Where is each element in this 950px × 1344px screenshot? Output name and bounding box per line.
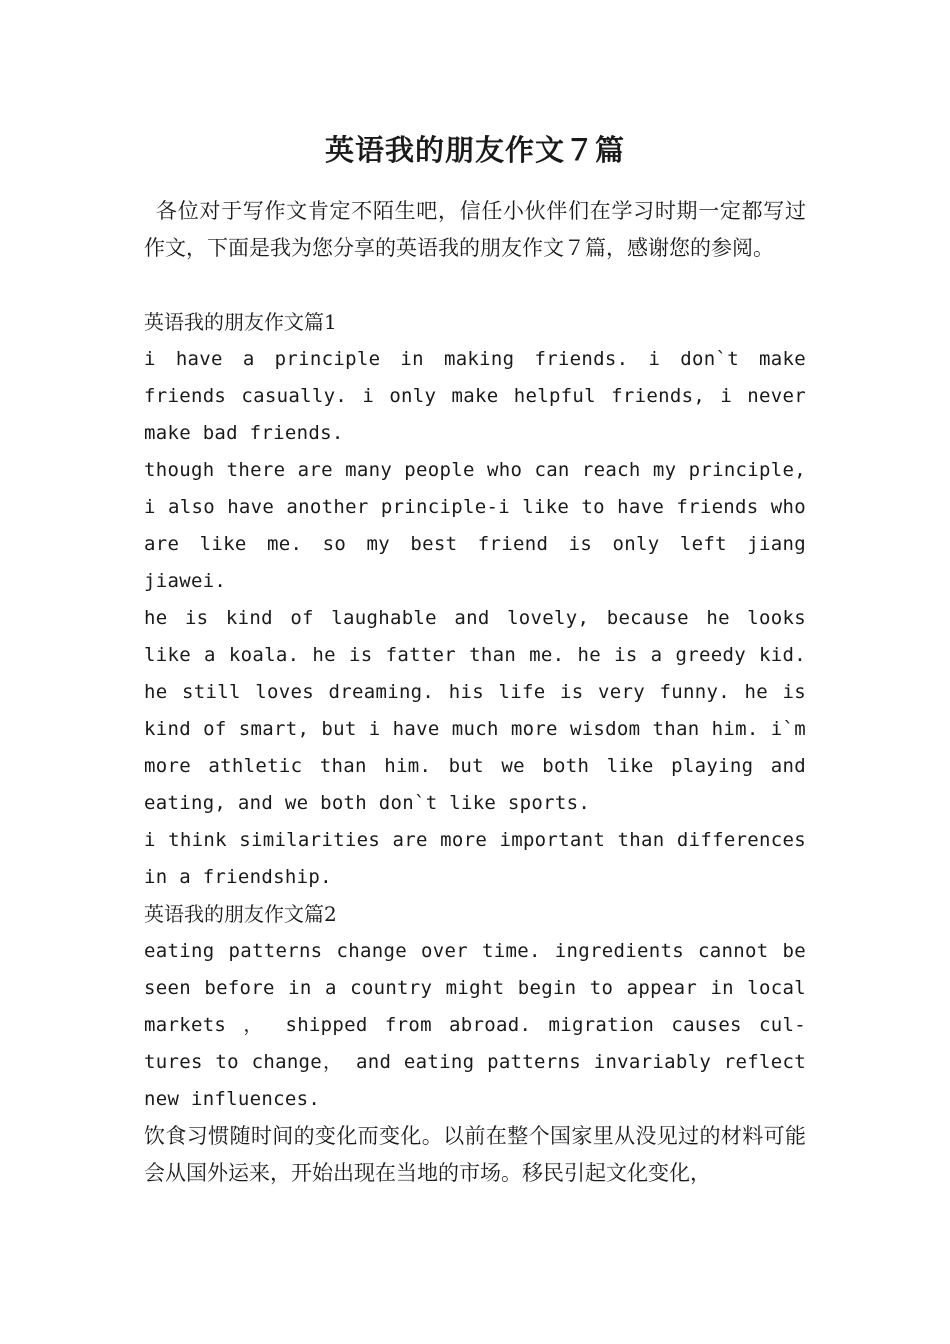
essay-paragraph: i have a principle in making friends. i don`t make friends casually. i only make helpful friends, i never make bad friends. <box>144 348 806 444</box>
section-heading: 英语我的朋友作文篇1 <box>144 310 337 334</box>
essay-section-1 <box>144 304 806 896</box>
essay-section-2 <box>144 896 806 1192</box>
intro-paragraph: 各位对于写作文肯定不陌生吧，信任小伙伴们在学习时期一定都写过作文，下面是我为您分享的英语我的朋友作文７篇，感谢您的参阅。 <box>144 199 806 260</box>
essay-paragraph: i think similarities are more important than differences in a friendship. <box>144 829 806 888</box>
essay-paragraph: eating patterns change over time. ingredients cannot be seen before in a country might begin to appear in local markets ， shipped from abroad. migration causes cul-tures to change， and eating patterns invariably reflect new influences. <box>144 940 806 1110</box>
document-title: 英语我的朋友作文７篇 <box>324 133 625 167</box>
essay-paragraph: though there are many people who can reach my principle, i also have another principle-i like to have friends who are like me. so my best friend is only left jiang jiawei. <box>144 459 806 592</box>
translation-paragraph: 饮食习惯随时间的变化而变化。以前在整个国家里从没见过的材料可能会从国外运来，开始出现在当地的市场。移民引起文化变化， <box>144 1124 806 1185</box>
essay-paragraph: he is kind of laughable and lovely, because he looks like a koala. he is fatter than me. he is a greedy kid. he still loves dreaming. his life is very funny. he is kind of smart, but i have much more wisdom than him. i`m more athletic than him. but we both like playing and eating, and we both don`t like sports. <box>144 607 806 814</box>
document-body <box>144 193 806 1192</box>
section-heading: 英语我的朋友作文篇2 <box>144 902 337 926</box>
